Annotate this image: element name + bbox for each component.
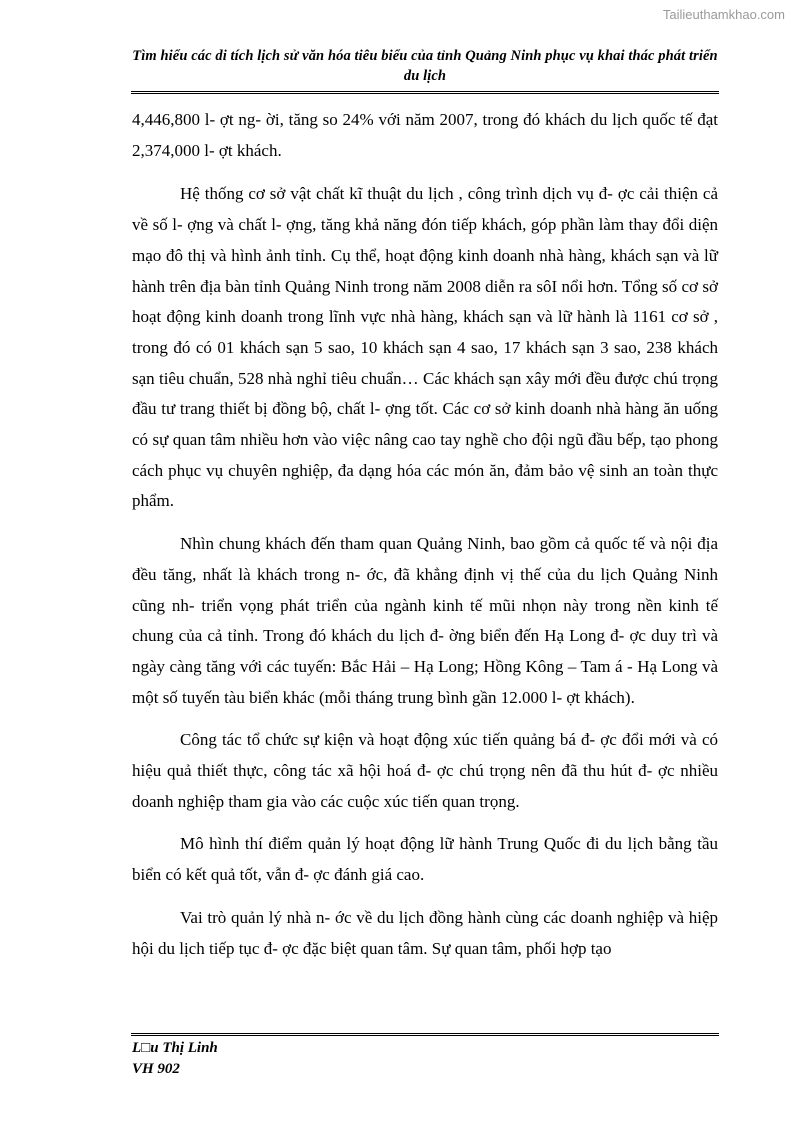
paragraph-visitors: Nhìn chung khách đến tham quan Quảng Ninh, bao gồm cả quốc tế và nội địa đều tăng, nhất là khách trong n- ớc, đã khẳng định vị thế của du lịch Quảng Ninh cũng nh- triển vọng phát triển của ngành kinh tế mũi nhọn này trong nền kinh tế chung của cả tỉnh. Trong đó khách du lịch đ- ờng biển đến Hạ Long đ- ợc duy trì và ngày càng tăng với các tuyến: Bắc Hải – Hạ Long; Hồng Kông – Tam á - Hạ Long và một số tuyến tàu biển khác (mỗi tháng trung bình gần 12.000 l- ợt khách). bbox=[132, 534, 718, 707]
page-footer bbox=[132, 1038, 218, 1080]
paragraph-state-management: Vai trò quản lý nhà n- ớc về du lịch đồng hành cùng các doanh nghiệp và hiệp hội du lịch tiếp tục đ- ợc đặc biệt quan tâm. Sự quan tâm, phối hợp tạo bbox=[132, 907, 718, 958]
paragraph-pilot-model: Mô hình thí điểm quản lý hoạt động lữ hành Trung Quốc đi du lịch bằng tầu biển có kết quả tốt, vẫn đ- ợc đánh giá cao. bbox=[132, 834, 718, 885]
watermark: Tailieuthamkhao.com bbox=[662, 7, 785, 22]
footer-class-code: VH 902 bbox=[132, 1061, 180, 1077]
page-header-title: Tìm hiểu các di tích lịch sử văn hóa tiêu biểu của tỉnh Quảng Ninh phục vụ khai thác phát triển du lịch bbox=[132, 48, 718, 84]
paragraph-promotion: Công tác tổ chức sự kiện và hoạt động xúc tiến quảng bá đ- ợc đổi mới và có hiệu quả thiết thực, công tác xã hội hoá đ- ợc chú trọng nên đã thu hút đ- ợc nhiều doanh nghiệp tham gia vào các cuộc xúc tiến quan trọng. bbox=[132, 730, 718, 811]
header-divider bbox=[131, 91, 719, 94]
footer-divider bbox=[131, 1033, 719, 1036]
footer-author: L□u Thị Linh bbox=[132, 1040, 218, 1056]
paragraph-continuation: 4,446,800 l- ợt ng- ời, tăng so 24% với năm 2007, trong đó khách du lịch quốc tế đạt 2,374,000 l- ợt khách. bbox=[132, 110, 718, 160]
document-body bbox=[132, 105, 718, 976]
paragraph-infrastructure: Hệ thống cơ sở vật chất kĩ thuật du lịch , công trình dịch vụ đ- ợc cải thiện cả về số l- ợng và chất l- ợng, tăng khả năng đón tiếp khách, góp phần làm thay đổi diện mạo đô thị và hình ảnh tỉnh. Cụ thể, hoạt động kinh doanh nhà hàng, khách sạn và lữ hành trên địa bàn tỉnh Quảng Ninh trong năm 2008 diễn ra sôI nổi hơn. Tổng số cơ sở hoạt động kinh doanh trong lĩnh vực nhà hàng, khách sạn và lữ hành là 1161 cơ sở , trong đó có 01 khách sạn 5 sao, 10 khách sạn 4 sao, 17 khách sạn 3 sao, 238 khách sạn tiêu chuẩn, 528 nhà nghỉ tiêu chuẩn… Các khách sạn xây mới đều được chú trọng đầu tư trang thiết bị đồng bộ, chất l- ợng tốt. Các cơ sở kinh doanh nhà hàng ăn uống có sự quan tâm nhiều hơn vào việc nâng cao tay nghề cho đội ngũ đầu bếp, tạo phong cách phục vụ chuyên nghiệp, đa dạng hóa các món ăn, đảm bảo vệ sinh an toàn thực phẩm. bbox=[132, 184, 718, 511]
